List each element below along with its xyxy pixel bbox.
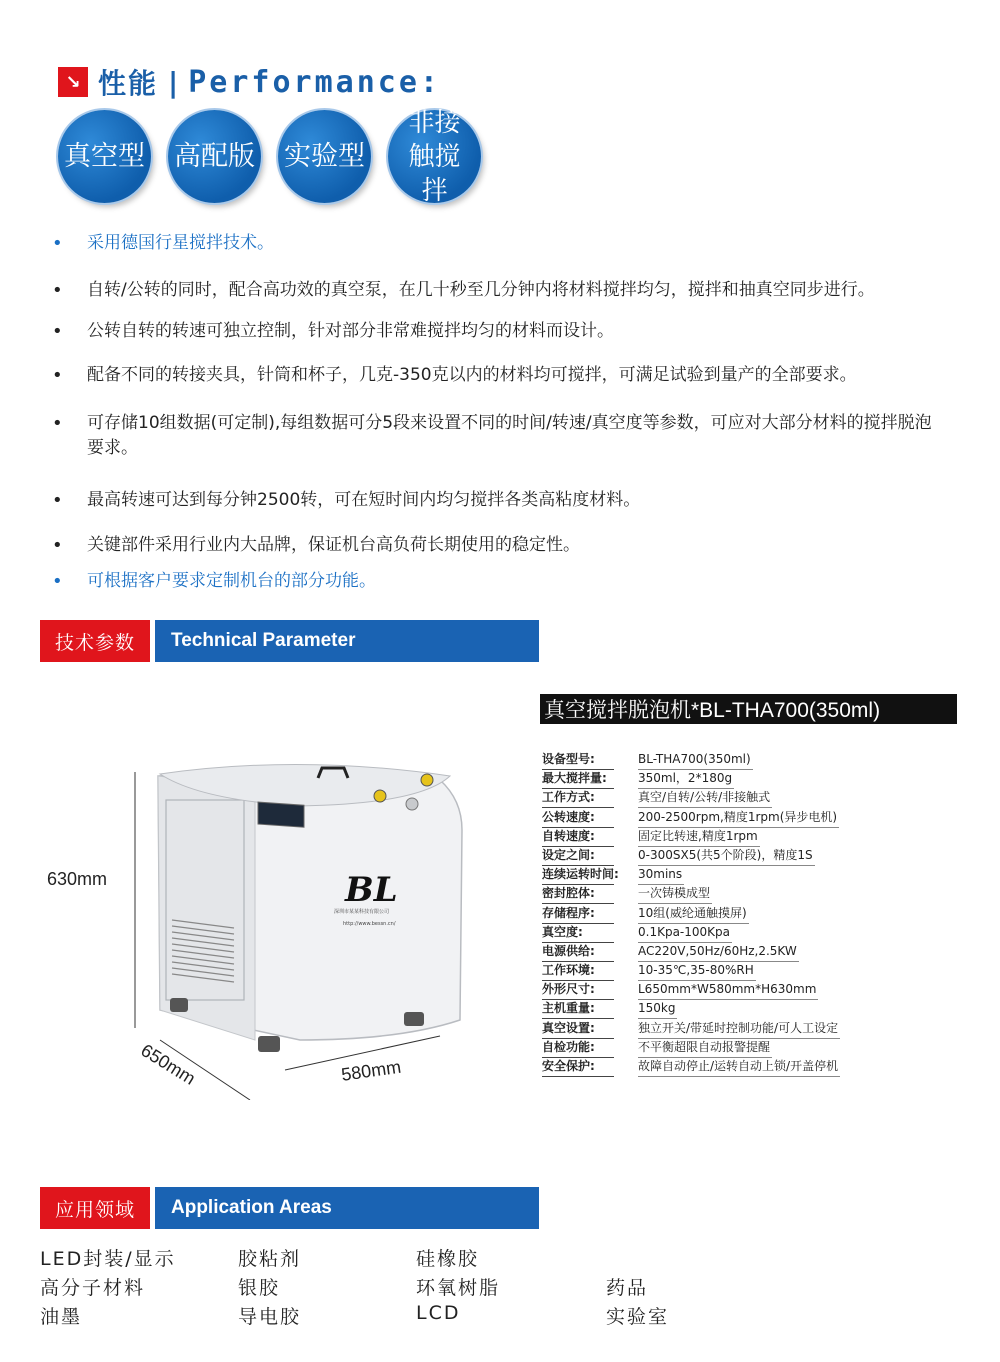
list-item [52, 533, 957, 558]
spec-row [542, 904, 902, 923]
bullet-dot: • [52, 413, 63, 434]
spec-row [542, 942, 902, 961]
feature-text: 采用德国行星搅拌技术。 [87, 233, 274, 253]
emergency-button-left [374, 790, 386, 802]
height-dimension-label: 630mm [47, 869, 108, 889]
feature-text: 可存储10组数据(可定制),每组数据可分5段来设置不同的时间/转速/真空度等参数，可应对大部分材料的搅拌脱泡要求。 [87, 413, 932, 458]
list-item [52, 278, 957, 303]
vacuum-knob [406, 798, 418, 810]
spec-value: 200-2500rpm,精度1rpm(异步电机) [638, 808, 839, 828]
application-item: 导电胶 [238, 1306, 302, 1328]
arrow-icon: ↘ [58, 67, 88, 97]
bullet-dot: • [52, 321, 63, 342]
application-item: 环氧树脂 [416, 1277, 501, 1299]
feature-badges [58, 107, 481, 206]
application-list [40, 1244, 740, 1334]
tech-section-en: Technical Parameter [155, 620, 539, 662]
brand-url: http://www.bessn.cn/ [343, 921, 396, 927]
spec-value: 一次铸模成型 [638, 884, 712, 904]
badge-vacuum: 真空型 [58, 110, 151, 203]
bullet-dot: • [52, 233, 63, 254]
spec-value: 150kg [638, 999, 677, 1019]
badge-non-contact-label: 非接触搅拌 [408, 107, 461, 206]
badge-high-config: 高配版 [168, 110, 261, 203]
application-item: LED封装/显示 [40, 1248, 176, 1270]
spec-value: 不平衡超限自动报警提醒 [638, 1038, 772, 1058]
list-item [52, 569, 957, 594]
badge-lab: 实验型 [278, 110, 371, 203]
wheel [258, 1036, 280, 1052]
spec-row [542, 808, 902, 827]
spec-value: 0-300SX5(共5个阶段)，精度1S [638, 846, 815, 866]
spec-key: 密封腔体: [542, 884, 614, 904]
spec-value: AC220V,50Hz/60Hz,2.5KW [638, 942, 799, 962]
spec-value: 固定比转速,精度1rpm [638, 827, 760, 847]
spec-value: 30mins [638, 865, 684, 885]
touch-screen [258, 802, 304, 827]
product-title: 真空搅拌脱泡机*BL-THA700(350ml) [540, 694, 957, 724]
app-section-cn: 应用领域 [40, 1187, 150, 1229]
spec-row [542, 769, 902, 788]
bullet-dot: • [52, 365, 63, 386]
spec-value: 故障自动停止/运转自动上锁/开盖停机 [638, 1057, 840, 1077]
application-item: 硅橡胶 [416, 1248, 480, 1270]
application-item: LCD [416, 1302, 461, 1324]
bullet-dot: • [52, 535, 63, 556]
wheel [404, 1012, 424, 1026]
spec-key: 设备型号: [542, 750, 614, 770]
feature-text: 可根据客户要求定制机台的部分功能。 [87, 571, 376, 591]
performance-title-cn: 性能 [98, 67, 159, 100]
list-item [52, 363, 957, 388]
emergency-button-right [421, 774, 433, 786]
badge-non-contact [388, 107, 481, 206]
spec-row [542, 1057, 902, 1076]
width-dimension-label: 580mm [340, 1056, 403, 1085]
spec-value: 独立开关/带延时控制功能/可人工设定 [638, 1019, 840, 1039]
feature-text: 最高转速可达到每分钟2500转，可在短时间内均匀搅拌各类高粘度材料。 [87, 490, 641, 510]
spec-key: 电源供给: [542, 942, 614, 962]
spec-key: 连续运转时间: [542, 865, 614, 885]
spec-row [542, 961, 902, 980]
spec-row [542, 827, 902, 846]
spec-row [542, 980, 902, 999]
spec-row [542, 846, 902, 865]
depth-dimension-line [160, 1040, 250, 1100]
application-item: 高分子材料 [40, 1277, 146, 1299]
spec-key: 工作方式: [542, 788, 614, 808]
spec-key: 外形尺寸: [542, 980, 614, 1000]
wheel [170, 998, 188, 1012]
feature-text: 自转/公转的同时，配合高功效的真空泵，在几十秒至几分钟内将材料搅拌均匀，搅拌和抽真空同步进行。 [87, 280, 875, 300]
spec-key: 自检功能: [542, 1038, 614, 1058]
app-section-header [40, 1187, 539, 1229]
spec-table [542, 750, 902, 1076]
spec-key: 真空设置: [542, 1019, 614, 1039]
width-dimension-line [285, 1036, 440, 1070]
spec-key: 真空度: [542, 923, 614, 943]
spec-key: 最大搅拌量: [542, 769, 614, 789]
spec-row [542, 750, 902, 769]
list-item [52, 231, 957, 256]
spec-key: 设定之间: [542, 846, 614, 866]
spec-row [542, 884, 902, 903]
bullet-dot: • [52, 280, 63, 301]
list-item [52, 319, 957, 344]
spec-value: L650mm*W580mm*H630mm [638, 980, 818, 1000]
spec-key: 公转速度: [542, 808, 614, 828]
spec-value: BL-THA700(350ml) [638, 750, 753, 770]
spec-key: 存储程序: [542, 904, 614, 924]
spec-row [542, 923, 902, 942]
application-item: 银胶 [238, 1277, 281, 1299]
spec-row [542, 999, 902, 1018]
app-section-en: Application Areas [155, 1187, 539, 1229]
tech-section-cn: 技术参数 [40, 620, 150, 662]
machine-image [0, 740, 540, 1100]
spec-row [542, 865, 902, 884]
depth-dimension-label: 650mm [137, 1040, 199, 1089]
feature-text: 关键部件采用行业内大品牌，保证机台高负荷长期使用的稳定性。 [87, 535, 580, 555]
brand-company: 深圳市某某科技有限公司 [334, 909, 390, 915]
list-item [52, 411, 947, 461]
tech-section-header [40, 620, 539, 662]
title-separator: | [168, 65, 179, 99]
spec-row [542, 1019, 902, 1038]
performance-header [58, 62, 441, 102]
bullet-dot: • [52, 571, 63, 592]
application-item: 药品 [606, 1277, 649, 1299]
spec-key: 工作环境: [542, 961, 614, 981]
spec-row [542, 1038, 902, 1057]
spec-key: 自转速度: [542, 827, 614, 847]
spec-key: 安全保护: [542, 1057, 614, 1077]
spec-value: 350ml，2*180g [638, 769, 734, 789]
performance-title-en: Performance: [188, 64, 441, 100]
brand-logo: BL [345, 870, 398, 910]
application-item: 胶粘剂 [238, 1248, 302, 1270]
spec-value: 真空/自转/公转/非接触式 [638, 788, 772, 808]
application-item: 实验室 [606, 1306, 670, 1328]
list-item [52, 488, 957, 513]
spec-value: 10组(威纶通触摸屏) [638, 904, 749, 924]
bullet-dot: • [52, 490, 63, 511]
spec-value: 10-35℃,35-80%RH [638, 961, 756, 981]
spec-row [542, 788, 902, 807]
spec-key: 主机重量: [542, 999, 614, 1019]
feature-text: 公转自转的转速可独立控制，针对部分非常难搅拌均匀的材料而设计。 [87, 321, 614, 341]
feature-text: 配备不同的转接夹具，针筒和杯子，几克-350克以内的材料均可搅拌，可满足试验到量产的全部要求。 [87, 365, 857, 385]
spec-value: 0.1Kpa-100Kpa [638, 923, 732, 943]
application-item: 油墨 [40, 1306, 83, 1328]
